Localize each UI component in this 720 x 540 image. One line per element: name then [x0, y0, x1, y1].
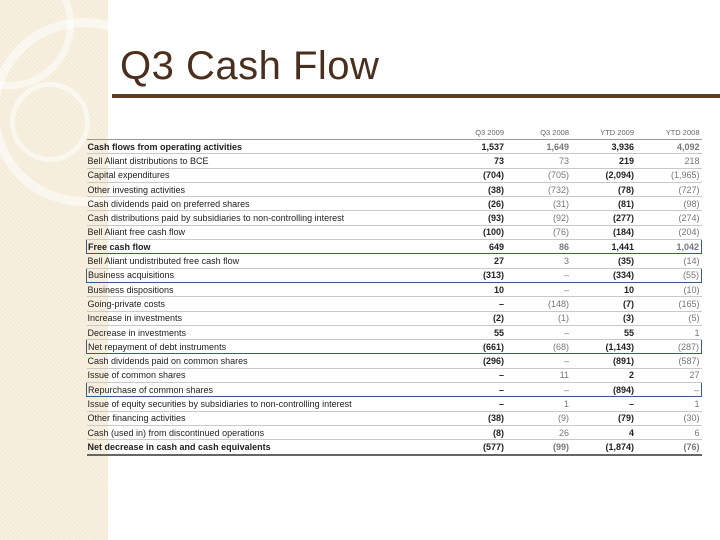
row-value: 27: [636, 368, 702, 382]
row-value: 10: [571, 282, 636, 296]
row-value: (277): [571, 211, 636, 225]
row-label: Cash dividends paid on preferred shares: [87, 197, 442, 211]
row-value: 1,649: [506, 140, 571, 154]
row-label: Increase in investments: [87, 311, 442, 325]
row-label: Cash (used in) from discontinued operations: [87, 425, 442, 439]
row-label: Net decrease in cash and cash equivalents: [87, 440, 442, 455]
row-label: Cash distributions paid by subsidiaries to non-controlling interest: [87, 211, 442, 225]
row-value: (5): [636, 311, 702, 325]
row-value: 26: [506, 425, 571, 439]
cash-flow-table: [86, 127, 702, 456]
row-value: (2,094): [571, 168, 636, 182]
row-label: Issue of equity securities by subsidiaries to non-controlling interest: [87, 397, 442, 411]
title-underline: [112, 94, 720, 98]
row-value: (38): [441, 182, 506, 196]
header-ytd-2009: YTD 2009: [571, 127, 636, 140]
row-value: (93): [441, 211, 506, 225]
row-value: 6: [636, 425, 702, 439]
row-value: (78): [571, 182, 636, 196]
row-label: Net repayment of debt instruments: [87, 340, 442, 354]
row-label: Business acquisitions: [87, 268, 442, 282]
row-value: 649: [441, 240, 506, 254]
row-value: –: [506, 268, 571, 282]
row-value: (76): [636, 440, 702, 455]
row-value: (296): [441, 354, 506, 368]
table-row: [87, 383, 702, 397]
table-row: [87, 254, 702, 268]
table-row: [87, 197, 702, 211]
header-q3-2008: Q3 2008: [506, 127, 571, 140]
row-value: –: [441, 383, 506, 397]
row-value: (8): [441, 425, 506, 439]
row-value: –: [571, 397, 636, 411]
row-value: (68): [506, 340, 571, 354]
table-row: [87, 182, 702, 196]
row-value: (313): [441, 268, 506, 282]
cash-flow-table-container: [86, 127, 702, 456]
table-row: [87, 368, 702, 382]
row-value: 1: [636, 325, 702, 339]
table-row: [87, 297, 702, 311]
row-value: –: [441, 368, 506, 382]
row-value: (727): [636, 182, 702, 196]
row-value: (3): [571, 311, 636, 325]
row-value: (577): [441, 440, 506, 455]
row-value: (100): [441, 225, 506, 239]
row-value: (184): [571, 225, 636, 239]
table-row: [87, 282, 702, 296]
table-header-row: [87, 127, 702, 140]
row-value: (98): [636, 197, 702, 211]
row-value: (10): [636, 282, 702, 296]
row-value: (2): [441, 311, 506, 325]
table-row: [87, 268, 702, 282]
row-value: 3: [506, 254, 571, 268]
row-value: 55: [571, 325, 636, 339]
table-row: [87, 325, 702, 339]
row-value: (14): [636, 254, 702, 268]
row-value: 55: [441, 325, 506, 339]
row-value: (26): [441, 197, 506, 211]
row-value: (1,965): [636, 168, 702, 182]
row-label: Issue of common shares: [87, 368, 442, 382]
row-label: Going-private costs: [87, 297, 442, 311]
row-label: Cash flows from operating activities: [87, 140, 442, 154]
row-label: Capital expenditures: [87, 168, 442, 182]
row-value: –: [636, 383, 702, 397]
row-value: (76): [506, 225, 571, 239]
header-q3-2009: Q3 2009: [441, 127, 506, 140]
table-row: [87, 311, 702, 325]
row-value: 86: [506, 240, 571, 254]
row-value: 73: [506, 154, 571, 168]
table-row: [87, 440, 702, 455]
row-value: 4,092: [636, 140, 702, 154]
row-value: (287): [636, 340, 702, 354]
row-value: 4: [571, 425, 636, 439]
row-label: Other financing activities: [87, 411, 442, 425]
row-value: (7): [571, 297, 636, 311]
row-value: (55): [636, 268, 702, 282]
row-value: (891): [571, 354, 636, 368]
row-value: (30): [636, 411, 702, 425]
row-value: 10: [441, 282, 506, 296]
row-label: Repurchase of common shares: [87, 383, 442, 397]
row-value: 1: [636, 397, 702, 411]
row-label: Free cash flow: [87, 240, 442, 254]
decorative-circle: [10, 82, 90, 162]
row-value: (732): [506, 182, 571, 196]
row-label: Business dispositions: [87, 282, 442, 296]
row-value: (587): [636, 354, 702, 368]
row-label: Bell Aliant undistributed free cash flow: [87, 254, 442, 268]
table-row: [87, 354, 702, 368]
row-value: (1): [506, 311, 571, 325]
row-value: 219: [571, 154, 636, 168]
row-value: 218: [636, 154, 702, 168]
row-label: Decrease in investments: [87, 325, 442, 339]
row-value: (38): [441, 411, 506, 425]
row-value: 1,441: [571, 240, 636, 254]
table-row: [87, 211, 702, 225]
row-value: 1,537: [441, 140, 506, 154]
row-value: (204): [636, 225, 702, 239]
row-value: (81): [571, 197, 636, 211]
row-value: (274): [636, 211, 702, 225]
row-value: 27: [441, 254, 506, 268]
row-value: (9): [506, 411, 571, 425]
row-value: (92): [506, 211, 571, 225]
table-row: [87, 411, 702, 425]
row-value: –: [506, 282, 571, 296]
row-value: –: [506, 383, 571, 397]
table-row: [87, 140, 702, 154]
row-value: (334): [571, 268, 636, 282]
row-value: (79): [571, 411, 636, 425]
row-label: Other investing activities: [87, 182, 442, 196]
row-value: (1,143): [571, 340, 636, 354]
row-value: (894): [571, 383, 636, 397]
table-row: [87, 340, 702, 354]
table-row: [87, 154, 702, 168]
row-value: (661): [441, 340, 506, 354]
row-value: (148): [506, 297, 571, 311]
row-value: 2: [571, 368, 636, 382]
table-row: [87, 225, 702, 239]
table-body: [87, 140, 702, 455]
table-row: [87, 397, 702, 411]
row-value: 3,936: [571, 140, 636, 154]
header-ytd-2008: YTD 2008: [636, 127, 702, 140]
row-value: 11: [506, 368, 571, 382]
row-value: 1: [506, 397, 571, 411]
row-label: Bell Aliant free cash flow: [87, 225, 442, 239]
table-row: [87, 240, 702, 254]
table-row: [87, 168, 702, 182]
slide-title: Q3 Cash Flow: [120, 44, 380, 88]
row-value: (35): [571, 254, 636, 268]
row-value: (31): [506, 197, 571, 211]
table-row: [87, 425, 702, 439]
row-value: 73: [441, 154, 506, 168]
row-label: Cash dividends paid on common shares: [87, 354, 442, 368]
row-value: –: [506, 325, 571, 339]
row-label: Bell Aliant distributions to BCE: [87, 154, 442, 168]
row-value: (165): [636, 297, 702, 311]
row-value: –: [506, 354, 571, 368]
row-value: 1,042: [636, 240, 702, 254]
header-label-column: [87, 127, 442, 140]
row-value: (704): [441, 168, 506, 182]
row-value: –: [441, 397, 506, 411]
row-value: (1,874): [571, 440, 636, 455]
row-value: –: [441, 297, 506, 311]
row-value: (705): [506, 168, 571, 182]
row-value: (99): [506, 440, 571, 455]
